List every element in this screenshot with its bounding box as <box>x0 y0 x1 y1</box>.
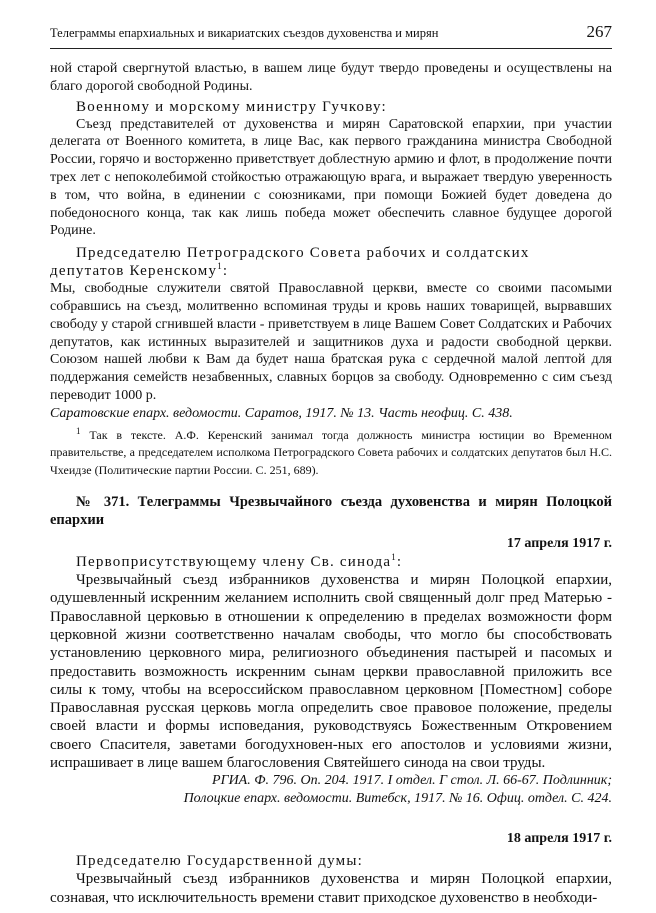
continuation-paragraph: ной старой свергнутой властью, в вашем лице будут твердо проведены и осуществлены на благо дорогой свободной Родины. <box>50 61 612 94</box>
footnote-mark: 1 <box>76 425 81 436</box>
addressee-kerensky-line1: Председателю Петроградского Совета рабочих и солдатских <box>76 245 530 262</box>
addressee-kerensky-name: депутатов Керенскому <box>50 263 218 280</box>
addressee-kerensky-line2 <box>50 262 612 280</box>
source-citation-saratov: Саратовские епарх. ведомости. Саратов, 1917. № 13. Часть неофиц. С. 438. <box>50 405 513 421</box>
addressee-guchkov: Военному и морскому министру Гучкову: <box>76 98 387 115</box>
source-citation-polotsk: Полоцкие епарх. ведомости. Витебск, 1917. № 16. Офиц. отдел. С. 424. <box>183 791 612 807</box>
addressee-duma: Председателю Государственной думы: <box>76 853 363 870</box>
running-title: Телеграммы епархиальных и викариатских съездов духовенства и мирян <box>50 26 439 40</box>
telegram-guchkov-text: Съезд представителей от духовенства и мирян Саратовской епархии, при участии делегата от Военного комитета, в лице Вас, как первого гражданина министра Свободной России, горячо и восторженно приветствует доблестную армию и флот, в продолжение почти трех лет с непоколебимой стойкостью отражающую врага, и выражает твердую уверенность в том, что война, в единении с союзниками, при помощи Божией будет доведена до победоносного конца, так как лишь победа может обеспечить славное будущее дорогой Родине. <box>50 116 612 239</box>
footnote <box>50 427 612 480</box>
document-title: № 371. Телеграммы Чрезвычайного съезда духовенства и мирян Полоцкой епархии <box>50 494 612 529</box>
page-body <box>50 60 612 907</box>
footnote-ref: 1 <box>217 261 223 272</box>
telegram-duma-text: Чрезвычайный съезд избранников духовенства и мирян Полоцкой епархии, сознавая, что исключительность времени ставит приходское духовенство в необходи- <box>50 871 612 906</box>
source-citation-rgia: РГИА. Ф. 796. Оп. 204. 1917. I отдел. Г стол. Л. 66-67. Подлинник; <box>212 773 612 789</box>
footnote-text: Так в тексте. А.Ф. Керенский занимал тогда должность министра юстиции во Временном правительстве, а председателем исполкома Петроградского Совета рабочих и солдатских депутатов был Н.С. Чхеидзе (Политические партии России. С. 251, 689). <box>50 427 612 477</box>
footnote-ref-synod: 1 <box>391 552 397 563</box>
addressee-synod <box>76 553 612 571</box>
addressee-synod-colon: : <box>396 554 403 571</box>
telegram-synod-text: Чрезвычайный съезд избранников духовенства и мирян Полоцкой епархии, одушевленный искренним желанием исполнить свой священный долг пред Матерью - Православной церковью в отношении к определению в пределах возможности форм церковной жизни соответственно началам свободы, что могло бы способствовать установлению церковного мира, религиозного объединения пастырей и пасомых и предоставить возможность искренним сынам церкви православной приложить все силы к тому, чтобы на всероссийском православном церковном [Поместном] соборе Православная русская церковь могла определить свое правовое положение, пределы своей власти и формы исповедания, руководствуясь Божественным Откровением своего Спасителя, заветами богодухновен-ных его апостолов и условиями жизни, испрашивает в лице вашем благословения Святейшего синода на свои труды. <box>50 572 612 772</box>
document-date-2: 18 апреля 1917 г. <box>506 831 612 847</box>
addressee-synod-name: Первоприсутствующему члену Св. синода <box>76 554 392 571</box>
telegram-kerensky-text: Мы, свободные служители святой Православной церкви, вместе со своими пасомыми собравшись на съезд, молитвенно вспоминая труды и кровь наших товарищей, вырвавших свободу у старой сгнившей власти - приветствуем в лице Вашем Совет Солдатских и Рабочих депутатов, как истинных выразителей и защитников духа и радости свободной церкви. Союзом нашей любви к Вам да будет наша братская рука с сердечной малой лептой для поддержания семейств незабвенных, славных борцов за свободу. Одновременно с сим съезд переводит 1000 р. <box>50 281 612 403</box>
page-number: 267 <box>586 22 612 41</box>
document-date-1: 17 апреля 1917 г. <box>506 536 612 552</box>
running-header <box>50 22 612 49</box>
addressee-colon: : <box>222 263 229 280</box>
